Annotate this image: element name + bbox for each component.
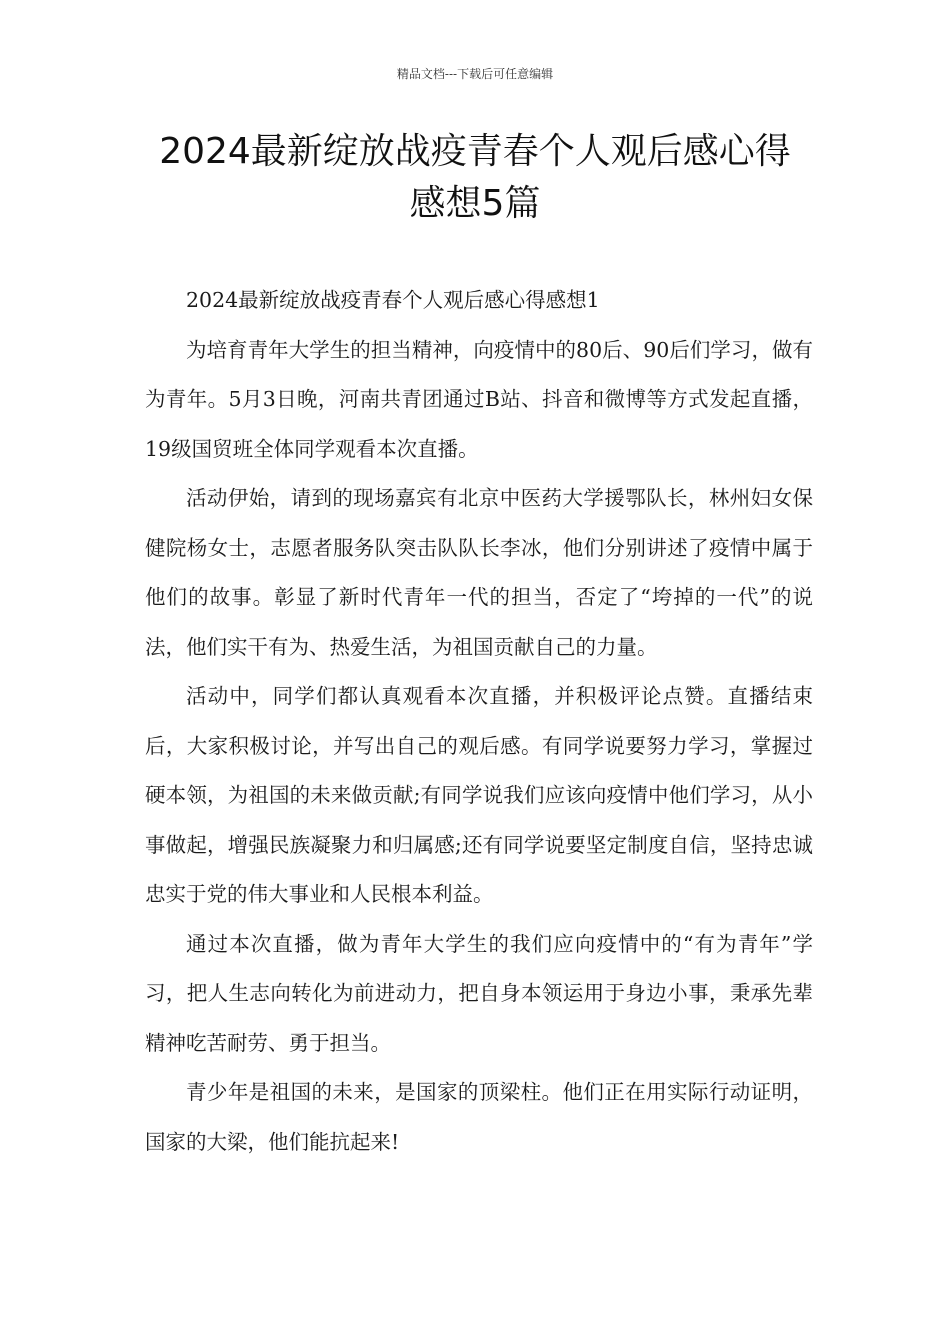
paragraph: 活动伊始，请到的现场嘉宾有北京中医药大学援鄂队长，林州妇女保健院杨女士，志愿者服务队突击队队长李冰，他们分别讲述了疫情中属于他们的故事。彰显了新时代青年一代的担当，否定了“垮掉的一代”的说法，他们实干有为、热爱生活，为祖国贡献自己的力量。 xyxy=(145,486,813,659)
paragraph: 通过本次直播，做为青年大学生的我们应向疫情中的“有为青年”学习，把人生志向转化为前进动力，把自身本领运用于身边小事，秉承先辈精神吃苦耐劳、勇于担当。 xyxy=(145,931,813,1055)
page-header: 精品文档---下载后可任意编辑 xyxy=(396,67,554,81)
section-heading: 2024最新绽放战疫青春个人观后感心得感想1 xyxy=(186,288,600,312)
title-line-1: 2024最新绽放战疫青春个人观后感心得 xyxy=(159,131,791,172)
paragraph: 青少年是祖国的未来，是国家的顶梁柱。他们正在用实际行动证明，国家的大梁，他们能抗起来! xyxy=(145,1080,813,1154)
paragraph: 活动中，同学们都认真观看本次直播，并积极评论点赞。直播结束后，大家积极讨论，并写出自己的观后感。有同学说要努力学习，掌握过硬本领，为祖国的未来做贡献;有同学说我们应该向疫情中他们学习，从小事做起，增强民族凝聚力和归属感;还有同学说要坚定制度自信，坚持忠诚忠实于党的伟大事业和人民根本利益。 xyxy=(145,684,813,906)
paragraph: 为培育青年大学生的担当精神，向疫情中的80后、90后们学习，做有为青年。5月3日晚，河南共青团通过B站、抖音和微博等方式发起直播，19级国贸班全体同学观看本次直播。 xyxy=(145,337,813,461)
document-body xyxy=(145,276,813,1167)
document-title xyxy=(120,126,830,230)
title-line-2: 感想5篇 xyxy=(409,183,541,224)
